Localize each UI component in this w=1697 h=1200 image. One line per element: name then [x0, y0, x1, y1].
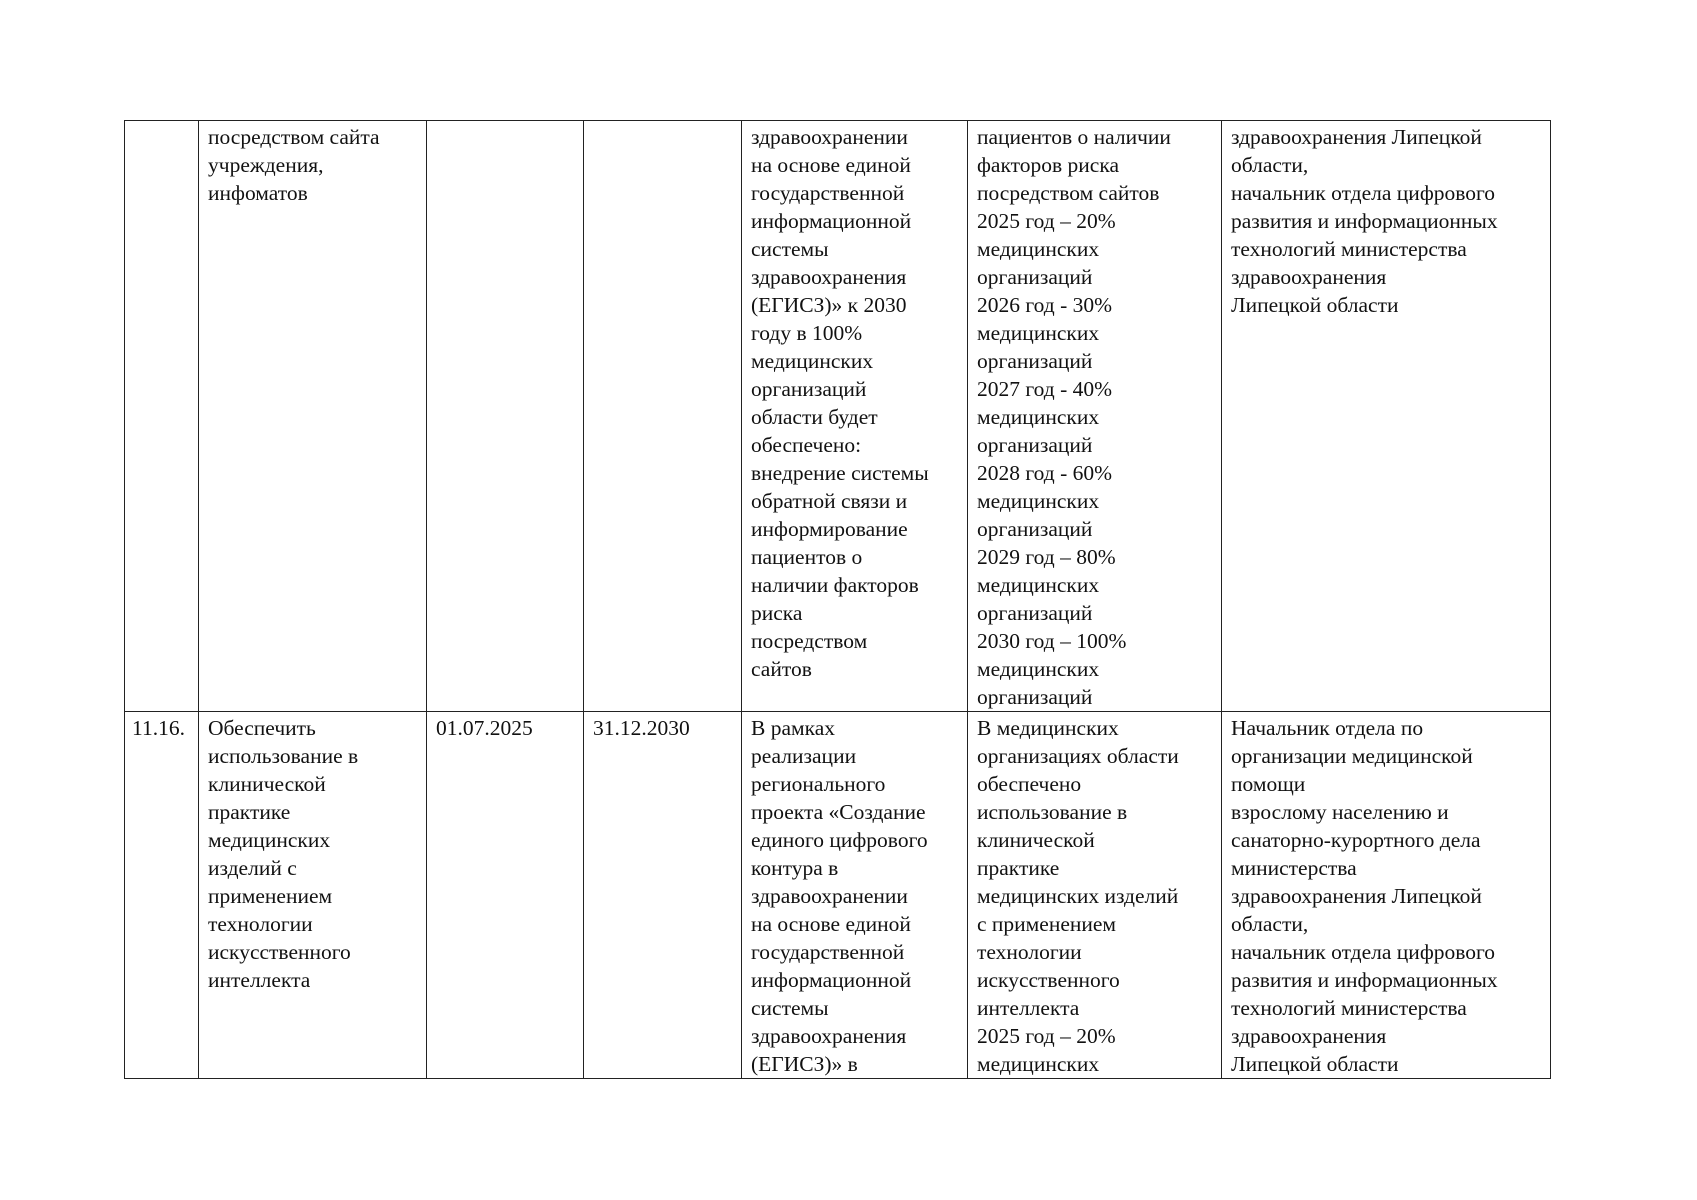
cell-number: 11.16.	[125, 712, 199, 1079]
table-row	[125, 121, 1551, 712]
cell-start-date: 01.07.2025	[427, 712, 584, 1079]
cell-responsible: здравоохранения Липецкой области, начальник отдела цифрового развития и информационных технологий министерства здравоохранения Липецкой области	[1222, 121, 1551, 712]
cell-result: пациентов о наличии факторов риска посредством сайтов 2025 год – 20% медицинских организаций 2026 год - 30% медицинских организаций 2027 год - 40% медицинских организаций 2028 год - 60% медицинских организаций 2029 год – 80% медицинских организаций 2030 год – 100% медицинских организаций	[968, 121, 1222, 712]
cell-mechanism: здравоохранении на основе единой государственной информационной системы здравоохранения (ЕГИСЗ)» к 2030 году в 100% медицинских организаций области будет обеспечено: внедрение системы обратной связи и информирование пациентов о наличии факторов риска посредством сайтов	[742, 121, 968, 712]
cell-result: В медицинских организациях области обеспечено использование в клинической практике медицинских изделий с применением технологии искусственного интеллекта 2025 год – 20% медицинских	[968, 712, 1222, 1079]
cell-number	[125, 121, 199, 712]
measures-table	[124, 120, 1551, 1079]
cell-mechanism: В рамках реализации регионального проекта «Создание единого цифрового контура в здравоохранении на основе единой государственной информационной системы здравоохранения (ЕГИСЗ)» в	[742, 712, 968, 1079]
cell-end-date	[584, 121, 742, 712]
cell-task: посредством сайта учреждения, инфоматов	[199, 121, 427, 712]
cell-responsible: Начальник отдела по организации медицинской помощи взрослому населению и санаторно-курортного дела министерства здравоохранения Липецкой области, начальник отдела цифрового развития и информационных технологий министерства здравоохранения Липецкой области	[1222, 712, 1551, 1079]
table-row	[125, 712, 1551, 1079]
cell-start-date	[427, 121, 584, 712]
cell-end-date: 31.12.2030	[584, 712, 742, 1079]
cell-task: Обеспечить использование в клинической практике медицинских изделий с применением технологии искусственного интеллекта	[199, 712, 427, 1079]
